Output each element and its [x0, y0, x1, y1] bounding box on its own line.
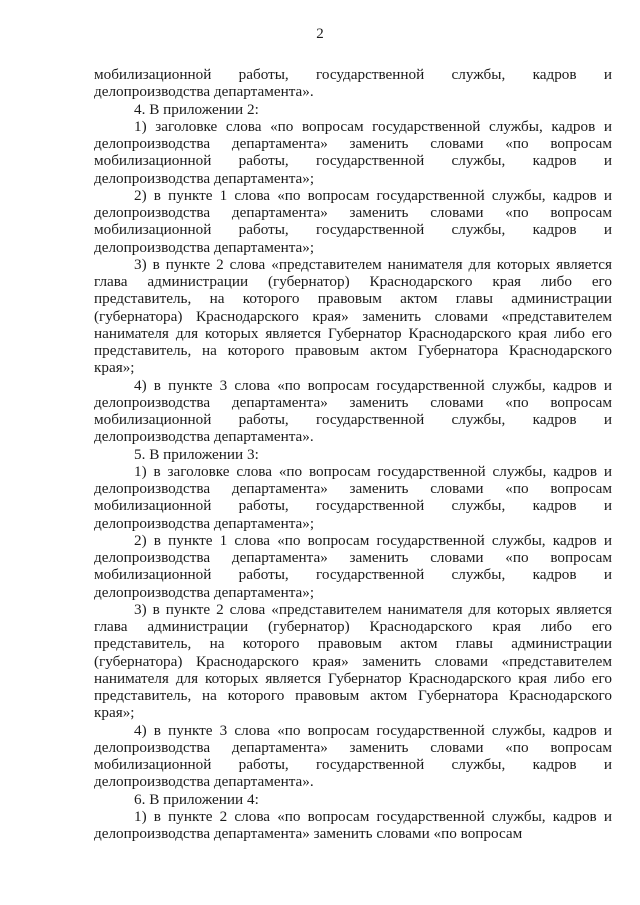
paragraph-item-4-1: 1) заголовке слова «по вопросам государственной службы, кадров и делопроизводства департамента» заменить словами «по вопросам мобилизационной работы, государственной службы, кадров и делопроизводства департамента»;	[94, 117, 612, 187]
paragraph-item-5-heading: 5. В приложении 3:	[134, 445, 259, 463]
paragraph-item-4-3: 3) в пункте 2 слова «представителем нанимателя для которых является глава администрации (губернатор) Краснодарского края либо его представитель, на которого правовым актом главы администрации (губернатора) Краснодарского края» заменить словами «представителем нанимателя для которых является Губернатор Краснодарского края либо его представитель, на которого правовым актом Губернатора Краснодарского края»;	[94, 255, 612, 377]
paragraph-item-5-2: 2) в пункте 1 слова «по вопросам государственной службы, кадров и делопроизводства департамента» заменить словами «по вопросам мобилизационной работы, государственной службы, кадров и делопроизводства департамента»;	[94, 531, 612, 601]
paragraph-item-5-4: 4) в пункте 3 слова «по вопросам государственной службы, кадров и делопроизводства департамента» заменить словами «по вопросам мобилизационной работы, государственной службы, кадров и делопроизводства департамента».	[94, 721, 612, 791]
paragraph-item-6-heading: 6. В приложении 4:	[134, 790, 259, 808]
paragraph-item-5-3: 3) в пункте 2 слова «представителем нанимателя для которых является глава администрации (губернатор) Краснодарского края либо его представитель, на которого правовым актом главы администрации (губернатора) Краснодарского края» заменить словами «представителем нанимателя для которых является Губернатор Краснодарского края либо его представитель, на которого правовым актом Губернатора Краснодарского края»;	[94, 600, 612, 722]
paragraph-item-5-1: 1) в заголовке слова «по вопросам государственной службы, кадров и делопроизводства департамента» заменить словами «по вопросам мобилизационной работы, государственной службы, кадров и делопроизводства департамента»;	[94, 462, 612, 532]
document-body	[94, 66, 612, 842]
paragraph-item-4-2: 2) в пункте 1 слова «по вопросам государственной службы, кадров и делопроизводства департамента» заменить словами «по вопросам мобилизационной работы, государственной службы, кадров и делопроизводства департамента»;	[94, 186, 612, 256]
paragraph-item-4-4: 4) в пункте 3 слова «по вопросам государственной службы, кадров и делопроизводства департамента» заменить словами «по вопросам мобилизационной работы, государственной службы, кадров и делопроизводства департамента».	[94, 376, 612, 446]
paragraph-item-6-1: 1) в пункте 2 слова «по вопросам государственной службы, кадров и делопроизводства департамента» заменить словами «по вопросам	[94, 807, 612, 842]
paragraph-item-4-heading: 4. В приложении 2:	[134, 100, 259, 118]
page-number: 2	[316, 26, 324, 42]
paragraph-continuation: мобилизационной работы, государственной службы, кадров и делопроизводства департамента».	[94, 66, 612, 101]
